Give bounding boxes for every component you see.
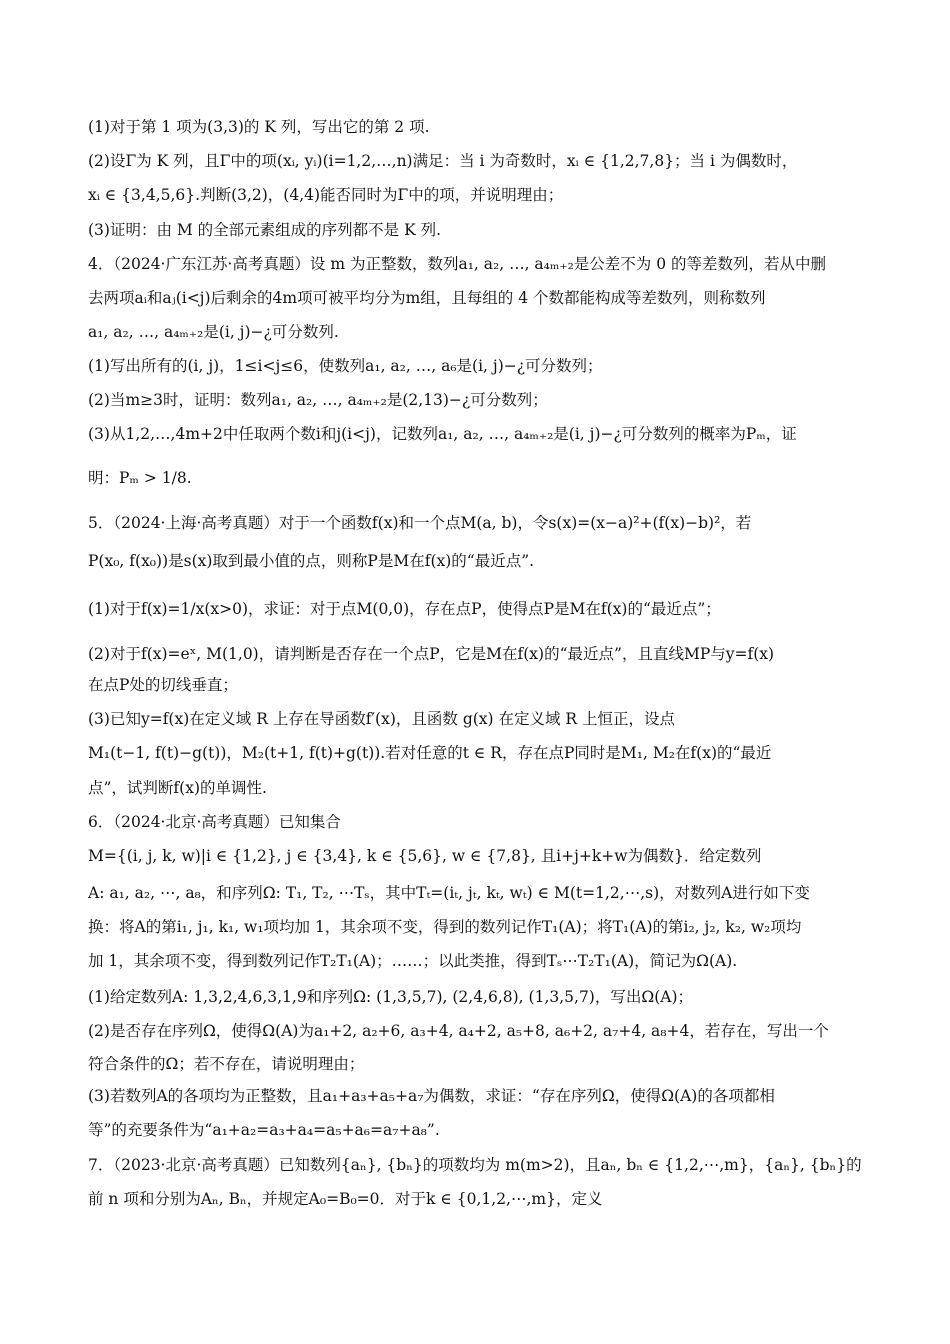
text-line: M₁(t−1, f(t)−g(t))，M₂(t+1, f(t)+g(t)).若对任意的t ∈ R，存在点P同时是M₁, M₂在f(x)的“最近 xyxy=(88,744,772,762)
text-line: P(x₀, f(x₀))是s(x)取到最小值的点，则称P是M在f(x)的“最近点”. xyxy=(88,552,535,570)
text-line: xᵢ ∈ {3,4,5,6}.判断(3,2)，(4,4)能否同时为Γ中的项，并说明理由； xyxy=(88,186,564,204)
text-line: (1)给定数列A: 1,3,2,4,6,3,1,9和序列Ω: (1,3,5,7), (2,4,6,8), (1,3,5,7)，写出Ω(A)； xyxy=(88,988,693,1006)
text-line: a₁, a₂, …, a₄ₘ₊₂是(i, j)−¿可分数列. xyxy=(88,323,339,341)
text-line: (2)当m≥3时，证明：数列a₁, a₂, …, a₄ₘ₊₂是(2,13)−¿可分数列； xyxy=(88,391,548,409)
text-line: (3)从1,2,…,4m+2中任取两个数i和j(i<j)，记数列a₁, a₂, …, a₄ₘ₊₂是(i, j)−¿可分数列的概率为Pₘ，证 xyxy=(88,425,797,443)
text-line: 5．（2024·上海·高考真题）对于一个函数f(x)和一个点M(a, b)，令s(x)=(x−a)²+(f(x)−b)²，若 xyxy=(88,514,752,532)
text-line: 加 1，其余项不变，得到数列记作T₂T₁(A)；……；以此类推，得到Tₛ⋯T₂T₁(A)，简记为Ω(A). xyxy=(88,952,738,970)
text-line: 明：Pₘ > 1/8. xyxy=(88,469,192,487)
text-line: A: a₁, a₂, ⋯, a₈，和序列Ω: T₁, T₂, ⋯Tₛ，其中Tₜ=(iₜ, jₜ, kₜ, wₜ) ∈ M(t=1,2,⋯,s)，对数列A进行如下变 xyxy=(88,884,810,902)
text-line: (2)对于f(x)=eˣ, M(1,0)，请判断是否存在一个点P，它是M在f(x)的“最近点”，且直线MP与y=f(x) xyxy=(88,645,775,663)
text-line: 7．（2023·北京·高考真题）已知数列{aₙ}, {bₙ}的项数均为 m(m>2)，且aₙ, bₙ ∈ {1,2,⋯,m}，{aₙ}, {bₙ}的 xyxy=(88,1156,862,1174)
text-line: 等”的充要条件为“a₁+a₂=a₃+a₄=a₅+a₆=a₇+a₈”. xyxy=(88,1121,440,1139)
text-line: (3)证明：由 M 的全部元素组成的序列都不是 K 列. xyxy=(88,221,442,239)
text-line: M={(i, j, k, w)|i ∈ {1,2}, j ∈ {3,4}, k ∈ {5,6}, w ∈ {7,8}, 且i+j+k+w为偶数}．给定数列 xyxy=(88,847,762,865)
text-line: 前 n 项和分别为Aₙ, Bₙ，并规定A₀=B₀=0．对于k ∈ {0,1,2,⋯,m}，定义 xyxy=(88,1190,603,1208)
text-line: (1)对于f(x)=1/x(x>0)，求证：对于点M(0,0)，存在点P，使得点P是M在f(x)的“最近点”； xyxy=(88,600,721,618)
text-line: 符合条件的Ω；若不存在，请说明理由； xyxy=(88,1055,365,1073)
text-line: (1)写出所有的(i, j)，1≤i<j≤6，使数列a₁, a₂, …, a₆是(i, j)−¿可分数列； xyxy=(88,357,603,375)
text-line: (2)设Γ为 K 列，且Γ中的项(xᵢ, yᵢ)(i=1,2,…,n)满足：当 i 为奇数时，xᵢ ∈ {1,2,7,8}；当 i 为偶数时， xyxy=(88,152,798,170)
text-line: 去两项aᵢ和aⱼ(i<j)后剩余的4m项可被平均分为m组，且每组的 4 个数都能构成等差数列，则称数列 xyxy=(88,289,766,307)
text-line: (3)已知y=f(x)在定义域 R 上存在导函数f′(x)，且函数 g(x) 在定义域 R 上恒正，设点 xyxy=(88,710,676,728)
text-line: (2)是否存在序列Ω，使得Ω(A)为a₁+2, a₂+6, a₃+4, a₄+2, a₅+8, a₆+2, a₇+4, a₈+4，若存在，写出一个 xyxy=(88,1022,829,1040)
text-line: 6．（2024·北京·高考真题）已知集合 xyxy=(88,813,341,831)
text-line: 在点P处的切线垂直； xyxy=(88,676,238,694)
text-line: (1)对于第 1 项为(3,3)的 K 列，写出它的第 2 项. xyxy=(88,118,430,136)
text-line: 点”，试判断f(x)的单调性. xyxy=(88,779,267,797)
text-line: (3)若数列A的各项均为正整数，且a₁+a₃+a₅+a₇为偶数，求证：“存在序列Ω，使得Ω(A)的各项都相 xyxy=(88,1087,775,1105)
text-line: 换：将A的第i₁, j₁, k₁, w₁项均加 1，其余项不变，得到的数列记作T₁(A)；将T₁(A)的第i₂, j₂, k₂, w₂项均 xyxy=(88,918,802,936)
text-line: 4．（2024·广东江苏·高考真题）设 m 为正整数，数列a₁, a₂, …, a₄ₘ₊₂是公差不为 0 的等差数列，若从中删 xyxy=(88,255,827,273)
